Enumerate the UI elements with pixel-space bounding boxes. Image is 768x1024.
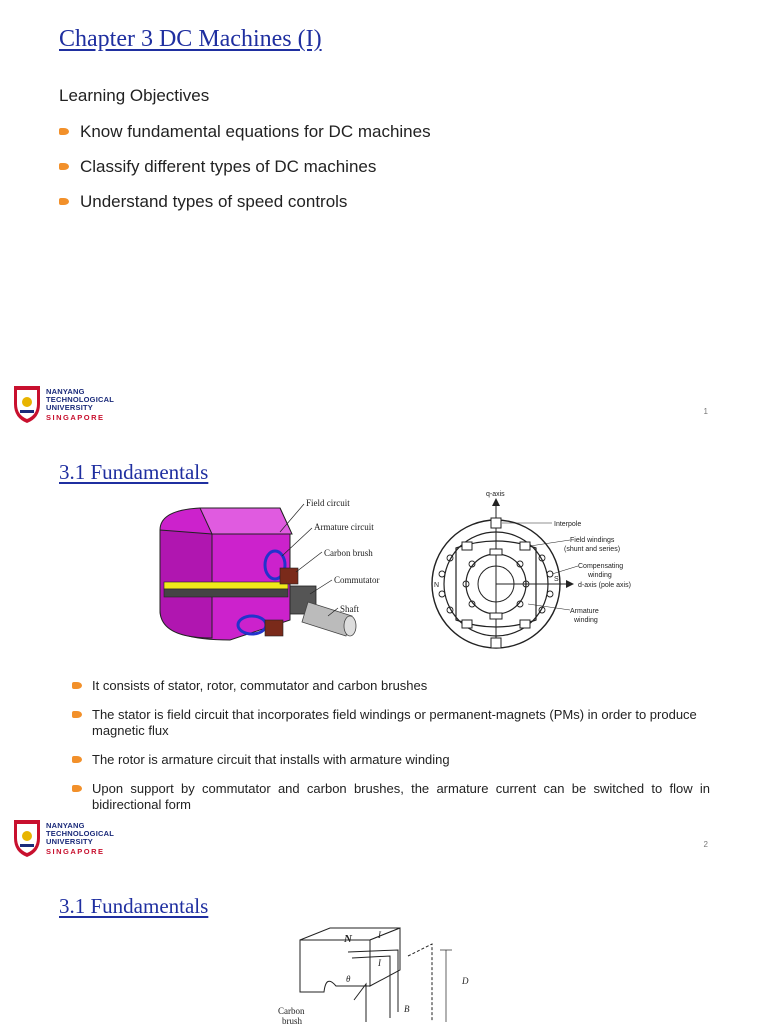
page-number: 1: [703, 407, 708, 416]
slide-title: 3.1 Fundamentals: [59, 460, 209, 484]
arrow-bullet-icon: [72, 711, 82, 718]
arrow-bullet-icon: [59, 198, 69, 205]
north-pole-label: N: [434, 582, 440, 589]
d-axis-label: d-axis (pole axis): [578, 582, 631, 589]
crest-icon: [12, 384, 42, 424]
conductor-loop-figure: [270, 922, 510, 1024]
armature-circuit-label: Armature circuit: [314, 522, 374, 532]
list-item: Classify different types of DC machines: [59, 157, 719, 192]
list-item: Know fundamental equations for DC machines: [59, 122, 719, 157]
university-logo: NANYANG TECHNOLOGICAL UNIVERSITY SINGAPORE: [12, 384, 132, 424]
commutator-label: Commutator: [334, 575, 380, 585]
field-b-label: B: [404, 1004, 410, 1014]
carbon-brush-label: Carbon brush: [324, 548, 373, 558]
objectives-list: [59, 122, 719, 227]
carbon-brush-sublabel: brush: [282, 1016, 302, 1024]
armature-winding-sublabel: winding: [574, 617, 598, 624]
crest-icon: [12, 818, 42, 858]
dc-machine-cross-section-figure: [420, 488, 660, 664]
dc-machine-cutaway-figure: [140, 490, 420, 660]
slide-3: [0, 878, 768, 1024]
list-item: Upon support by commutator and carbon brushes, the armature current can be switched to flow in bidirectional form: [72, 781, 710, 813]
theta-label: θ: [346, 974, 351, 984]
field-windings-label: Field windings: [570, 537, 615, 544]
slide-title: Chapter 3 DC Machines (I): [59, 26, 322, 52]
carbon-brush-label: Carbon: [278, 1006, 305, 1016]
arrow-bullet-icon: [59, 128, 69, 135]
shaft-label: Shaft: [340, 604, 359, 614]
slide-1: [0, 0, 768, 440]
slide-title: 3.1 Fundamentals: [59, 894, 209, 918]
arrow-bullet-icon: [72, 785, 82, 792]
north-pole-label: N: [344, 933, 352, 945]
page-number: 2: [703, 840, 708, 849]
list-item: Understand types of speed controls: [59, 192, 719, 227]
field-circuit-label: Field circuit: [306, 498, 350, 508]
compensating-winding-sublabel: winding: [588, 572, 612, 579]
south-pole-label: S: [554, 576, 559, 583]
current-label: I: [378, 958, 381, 968]
arrow-bullet-icon: [72, 756, 82, 763]
list-item: The stator is field circuit that incorporates field windings or permanent-magnets (PMs) in order to produce magnetic flux: [72, 707, 710, 739]
list-item: It consists of stator, rotor, commutator and carbon brushes: [72, 678, 710, 694]
armature-winding-label: Armature: [570, 608, 599, 615]
university-logo: NANYANG TECHNOLOGICAL UNIVERSITY SINGAPORE: [12, 818, 132, 858]
fundamentals-list: [72, 678, 710, 813]
field-windings-sublabel: (shunt and series): [564, 546, 621, 553]
slide-2: [0, 440, 768, 878]
q-axis-label: q-axis: [486, 491, 505, 498]
list-item: The rotor is armature circuit that installs with armature winding: [72, 752, 710, 768]
arrow-bullet-icon: [59, 163, 69, 170]
length-d-label: D: [462, 976, 469, 986]
learning-objectives-heading: Learning Objectives: [59, 86, 210, 105]
current-label: I: [378, 930, 381, 940]
arrow-bullet-icon: [72, 682, 82, 689]
interpole-label: Interpole: [554, 521, 582, 528]
compensating-winding-label: Compensating: [578, 563, 624, 570]
